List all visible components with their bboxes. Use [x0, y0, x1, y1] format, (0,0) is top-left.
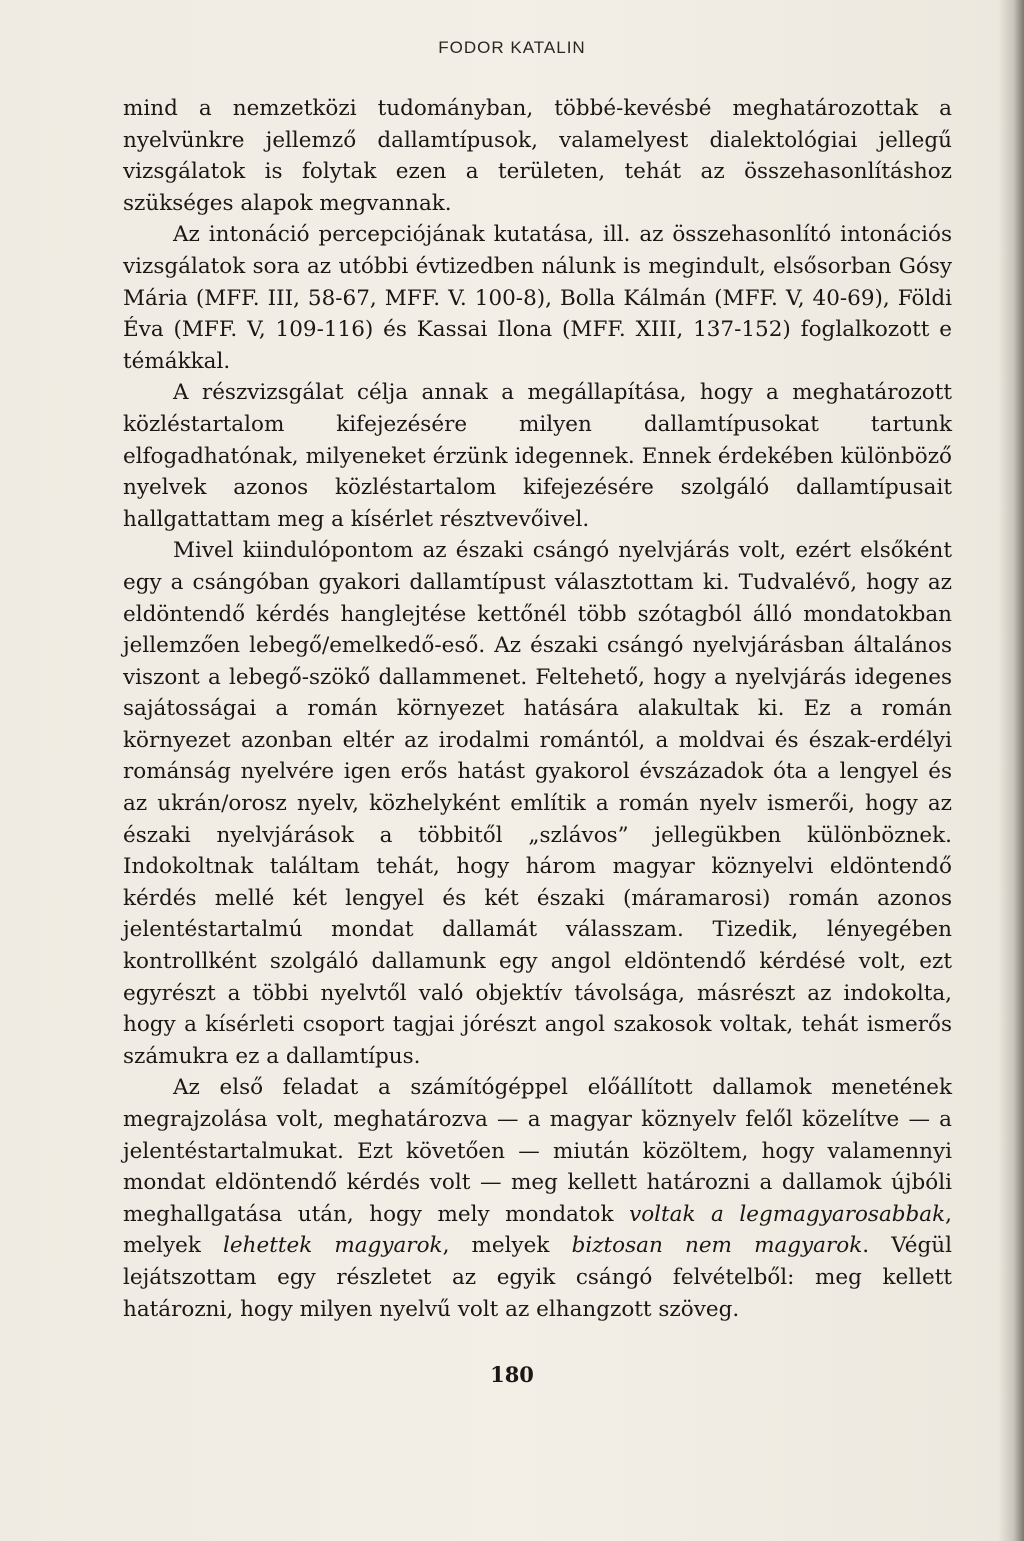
- paragraph: [123, 219, 952, 377]
- italic-phrase: biztosan nem magyarok: [571, 1233, 863, 1259]
- text-run: . Végül lejátszottam egy részletet az egyik csángó felvételből: meg kellett határozni, hogy milyen nyelvű volt az elhangzott szöveg.: [123, 1233, 953, 1322]
- text-run: Az első feladat a számítógéppel előállított dallamok menetének megrajzolása volt, meghatározva — a magyar köznyelv felől közelítve — a jelentéstartalmukat. Ezt követően — miután közöltem, hogy valamennyi mondat eldöntendő kérdés volt — meg kellett határozni a dallamok újbóli meghallgatása után, hogy mely mondatok: [123, 1075, 952, 1227]
- text-run: , melyek: [442, 1233, 572, 1259]
- paragraph: [123, 1072, 952, 1325]
- paragraph: [123, 535, 952, 1072]
- text-run: Az intonáció percepciójának kutatása, ill. az összehasonlító intonációs vizsgálatok sora az utóbbi évtizedben nálunk is megindult, elsősorban Gósy Mária (MFF. III, 58-67, MFF. V. 100-8), Bolla Kálmán (MFF. V, 40-69), Földi Éva (MFF. V, 109-116) és Kassai Ilona (MFF. XIII, 137-152) foglalkozott e témákkal.: [123, 222, 952, 374]
- italic-phrase: lehettek magyarok: [223, 1233, 443, 1259]
- paragraph: [123, 377, 952, 535]
- text-run: Mivel kiindulópontom az északi csángó nyelvjárás volt, ezért elsőként egy a csángóban gyakori dallamtípust választottam ki. Tudvalévő, hogy az eldöntendő kérdés hanglejtése kettőnél több szótagból álló mondatokban jellemzően lebegő/emelkedő-eső. Az északi csángó nyelvjárásban általános viszont a lebegő-szökő dallammenet. Feltehető, hogy a nyelvjárás idegenes sajátosságai a román környezet hatására alakultak ki. Ez a román környezet azonban eltér az irodalmi romántól, a moldvai és észak-erdélyi románság nyelvére igen erős hatást gyakorol évszázadok óta a lengyel és az ukrán/orosz nyelv, közhelyként említik a román nyelv ismerői, hogy az északi nyelvjárások a többitől „szlávos” jellegükben különböznek. Indokoltnak találtam tehát, hogy három magyar köznyelvi eldöntendő kérdés mellé két lengyel és két északi (máramarosi) román azonos jelentéstartalmú mondat dallamát válasszam. Tizedik, lényegében kontrollként szolgáló dallamunk egy angol eldöntendő kérdésé volt, ezt egyrészt a többi nyelvtől való objektív távolsága, másrészt az indokolta, hogy a kísérleti csoport tagjai jórészt angol szakosok voltak, tehát ismerős számukra ez a dallamtípus.: [123, 538, 952, 1069]
- italic-phrase: voltak a legmagyarosabbak: [629, 1201, 946, 1227]
- book-spine-shadow: [998, 0, 1024, 1541]
- text-run: mind a nemzetközi tudományban, többé-kevésbé meghatározottak a nyelvünkre jellemző dallamtípusok, valamelyest dialektológiai jellegű vizsgálatok is folytak ezen a területen, tehát az összehasonlításhoz szükséges alapok megvannak.: [123, 96, 952, 216]
- paragraph: [123, 93, 952, 219]
- text-run: A részvizsgálat célja annak a megállapítása, hogy a meghatározott közléstartalom kifejezésére milyen dallamtípusokat tartunk elfogadhatónak, milyeneket érzünk idegennek. Ennek érdekében különböző nyelvek azonos közléstartalom kifejezésére szolgáló dallamtípusait hallgattattam meg a kísérlet résztvevőivel.: [123, 380, 952, 532]
- body-text: [123, 93, 952, 1325]
- running-header: FODOR KATALIN: [438, 38, 586, 57]
- page-number: 180: [490, 1362, 534, 1387]
- text-run: , melyek: [123, 1201, 952, 1259]
